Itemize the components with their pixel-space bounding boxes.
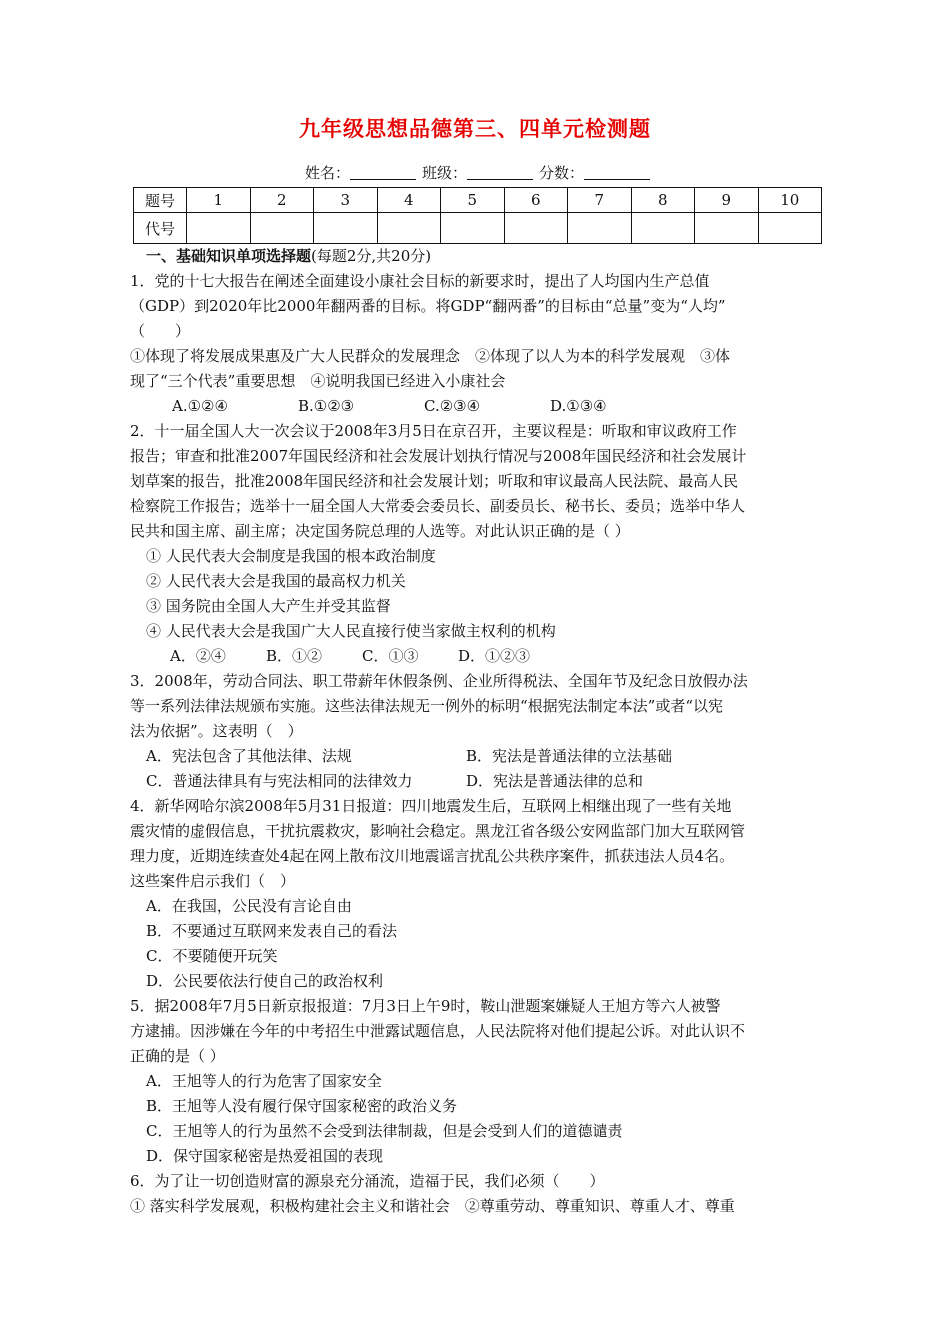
question-2-line: 报告；审查和批准2007年国民经济和社会发展计划执行情况与2008年国民经济和社会发展计 xyxy=(130,447,747,465)
answer-code-label: 代号 xyxy=(134,213,187,244)
question-number-cell: 10 xyxy=(758,188,822,213)
question-3-options-row xyxy=(130,769,830,794)
option-b[interactable]: B.①②③ xyxy=(298,397,355,415)
name-label: 姓名： xyxy=(305,164,351,182)
answer-table-header-row xyxy=(134,188,822,213)
question-number-cell: 7 xyxy=(568,188,632,213)
option-a[interactable]: A．宪法包含了其他法律、法规 xyxy=(146,747,352,765)
question-1-line: ①体现了将发展成果惠及广大人民群众的发展理念 ②体现了以人为本的科学发展观 ③体 xyxy=(130,347,731,365)
question-1-line: 1．党的十七大报告在阐述全面建设小康社会目标的新要求时，提出了人均国内生产总值 xyxy=(130,272,710,290)
option-d[interactable]: D．宪法是普通法律的总和 xyxy=(466,772,644,790)
option-a[interactable]: A.①②④ xyxy=(172,397,228,415)
option-a[interactable]: A．王旭等人的行为危害了国家安全 xyxy=(146,1072,382,1090)
question-1-options xyxy=(130,394,830,419)
question-2-options xyxy=(130,644,830,669)
name-blank[interactable] xyxy=(350,165,416,180)
question-3-options-row xyxy=(130,744,830,769)
option-d[interactable]: D．公民要依法行使自己的政治权利 xyxy=(146,972,384,990)
question-3-line: 3．2008年，劳动合同法、职工带薪年休假条例、企业所得税法、全国年节及纪念日放假办法 xyxy=(130,672,748,690)
option-c[interactable]: C．普通法律具有与宪法相同的法律效力 xyxy=(146,772,413,790)
option-a[interactable]: A．在我国，公民没有言论自由 xyxy=(146,897,352,915)
answer-cell[interactable] xyxy=(568,213,632,244)
question-number-cell: 1 xyxy=(187,188,251,213)
question-2-line: 划草案的报告，批准2008年国民经济和社会发展计划；听取和审议最高人民法院、最高人民 xyxy=(130,472,739,490)
option-b[interactable]: B．王旭等人没有履行保守国家秘密的政治义务 xyxy=(146,1097,458,1115)
answer-cell[interactable] xyxy=(250,213,314,244)
question-5-line: 方逮捕。因涉嫌在今年的中考招生中泄露试题信息，人民法院将对他们提起公诉。对此认识不 xyxy=(130,1022,746,1040)
answer-cell[interactable] xyxy=(758,213,822,244)
answer-cell[interactable] xyxy=(187,213,251,244)
question-number-cell: 5 xyxy=(441,188,505,213)
question-2-item: ③ 国务院由全国人大产生并受其监督 xyxy=(146,597,391,615)
question-number-cell: 4 xyxy=(377,188,441,213)
question-6-line: 6．为了让一切创造财富的源泉充分涌流，造福于民，我们必须（ ） xyxy=(130,1172,605,1190)
option-c[interactable]: C．王旭等人的行为虽然不会受到法律制裁，但是会受到人们的道德谴责 xyxy=(146,1122,623,1140)
question-3-line: 等一系列法律法规颁布实施。这些法律法规无一例外的标明“根据宪法制定本法”或者“以宪 xyxy=(130,697,724,715)
class-label: 班级： xyxy=(422,164,468,182)
answer-cell[interactable] xyxy=(314,213,378,244)
option-c[interactable]: C.②③④ xyxy=(424,397,481,415)
question-4-line: 震灾情的虚假信息，干扰抗震救灾，影响社会稳定。黑龙江省各级公安网监部门加大互联网管 xyxy=(130,822,746,840)
option-d[interactable]: D．保守国家秘密是热爱祖国的表现 xyxy=(146,1147,384,1165)
question-2-line: 检察院工作报告；选举十一届全国人大常委会委员长、副委员长、秘书长、委员；选举中华人 xyxy=(130,497,746,515)
answer-cell[interactable] xyxy=(695,213,759,244)
question-6-line: ① 落实科学发展观，积极构建社会主义和谐社会 ②尊重劳动、尊重知识、尊重人才、尊重 xyxy=(130,1197,735,1215)
section-heading xyxy=(130,244,830,269)
question-5-line: 5．据2008年7月5日新京报报道：7月3日上午9时，鞍山泄题案嫌疑人王旭方等六人被警 xyxy=(130,997,721,1015)
question-1-line: 现了“三个代表”重要思想 ④说明我国已经进入小康社会 xyxy=(130,372,506,390)
answer-cell[interactable] xyxy=(631,213,695,244)
question-1-line: （GDP）到2020年比2000年翻两番的目标。将GDP“翻两番”的目标由“总量”变为“人均” xyxy=(130,297,726,315)
answer-cell[interactable] xyxy=(441,213,505,244)
answer-table-answer-row xyxy=(134,213,822,244)
option-d[interactable]: D．①②③ xyxy=(458,647,531,665)
option-d[interactable]: D.①③④ xyxy=(550,397,607,415)
section-title: 一、基础知识单项选择题 xyxy=(146,247,312,265)
answer-cell[interactable] xyxy=(377,213,441,244)
question-2-line: 民共和国主席、副主席；决定国务院总理的人选等。对此认识正确的是（ ） xyxy=(130,522,630,540)
score-blank[interactable] xyxy=(584,165,650,180)
class-blank[interactable] xyxy=(467,165,533,180)
question-number-cell: 2 xyxy=(250,188,314,213)
page-title: 九年级思想品德第三、四单元检测题 xyxy=(299,116,651,141)
option-c[interactable]: C．①③ xyxy=(362,647,419,665)
question-4-line: 理力度，近期连续查处4起在网上散布汶川地震谣言扰乱公共秩序案件，抓获违法人员4名。 xyxy=(130,847,735,865)
question-5-line: 正确的是（ ） xyxy=(130,1047,225,1065)
student-info-line xyxy=(305,162,656,183)
question-3-line: 法为依据”。这表明（ ） xyxy=(130,722,303,740)
answer-table xyxy=(133,187,822,244)
question-number-cell: 6 xyxy=(504,188,568,213)
option-b[interactable]: B．①② xyxy=(266,647,323,665)
answer-cell[interactable] xyxy=(504,213,568,244)
question-number-cell: 3 xyxy=(314,188,378,213)
question-number-cell: 9 xyxy=(695,188,759,213)
question-2-item: ④ 人民代表大会是我国广大人民直接行使当家做主权利的机构 xyxy=(146,622,556,640)
section-note: (每题2分,共20分) xyxy=(311,247,432,265)
option-b[interactable]: B．宪法是普通法律的立法基础 xyxy=(466,747,673,765)
option-b[interactable]: B．不要通过互联网来发表自己的看法 xyxy=(146,922,398,940)
question-4-line: 这些案件启示我们（ ） xyxy=(130,872,296,890)
question-body xyxy=(130,244,830,1219)
question-2-line: 2．十一届全国人大一次会议于2008年3月5日在京召开，主要议程是：听取和审议政府工作 xyxy=(130,422,737,440)
option-c[interactable]: C．不要随便开玩笑 xyxy=(146,947,278,965)
score-label: 分数： xyxy=(539,164,585,182)
question-number-cell: 8 xyxy=(631,188,695,213)
question-4-line: 4．新华网哈尔滨2008年5月31日报道：四川地震发生后，互联网上相继出现了一些有关地 xyxy=(130,797,732,815)
question-2-item: ① 人民代表大会制度是我国的根本政治制度 xyxy=(146,547,436,565)
question-number-label: 题号 xyxy=(134,188,187,213)
question-1-line: （ ） xyxy=(130,322,191,340)
option-a[interactable]: A．②④ xyxy=(170,647,226,665)
question-2-item: ② 人民代表大会是我国的最高权力机关 xyxy=(146,572,406,590)
